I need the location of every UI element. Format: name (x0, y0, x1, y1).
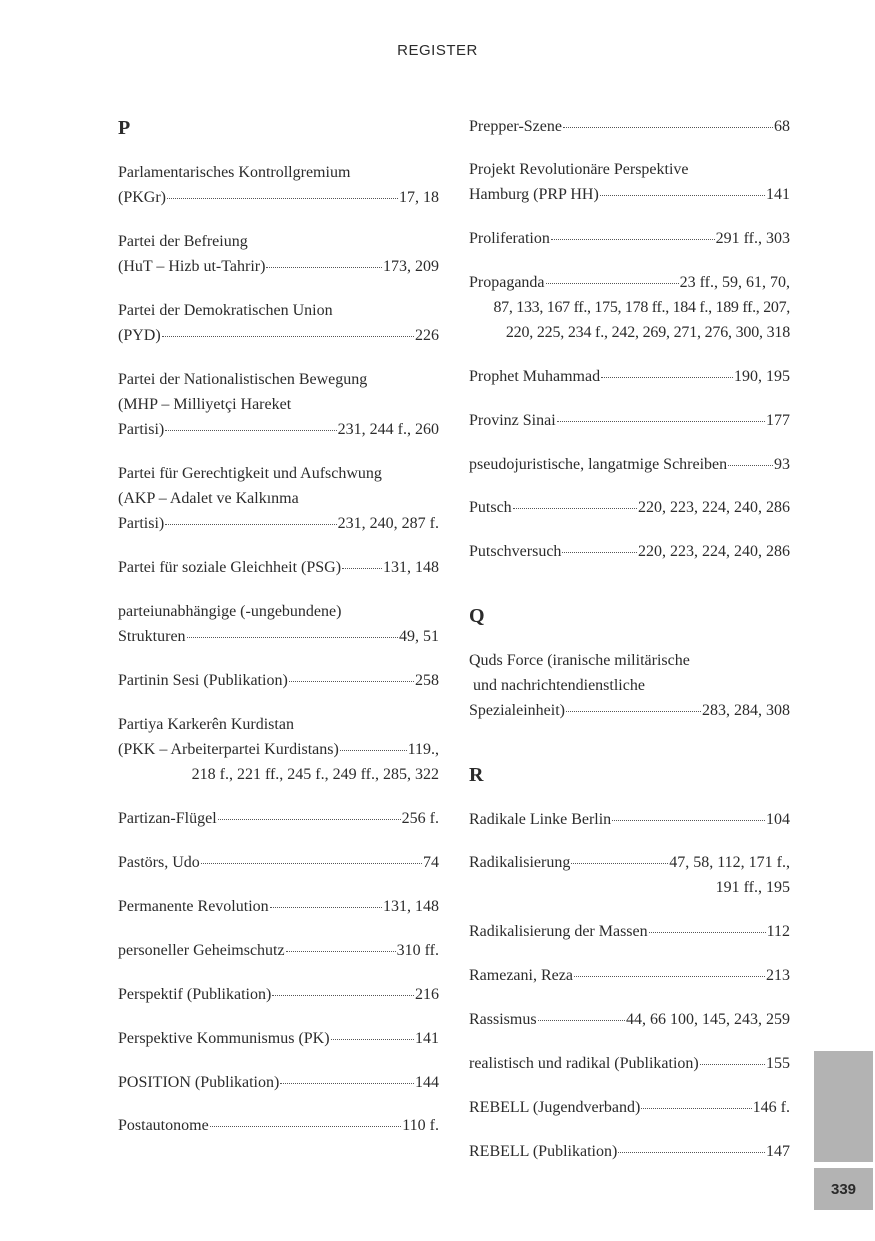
entry-term: Putsch (469, 499, 512, 516)
entry-term: Provinz Sinai (469, 412, 556, 429)
leader-dots (601, 377, 733, 378)
entry-line: Quds Force (iranische militärische (469, 652, 690, 669)
index-entry (469, 1139, 790, 1164)
entry-pages: 144 (415, 1074, 439, 1091)
entry-line: parteiunabhängige (-ungebundene) (118, 603, 342, 620)
index-entry (469, 919, 790, 944)
entry-line: Partei der Befreiung (118, 233, 248, 250)
index-entry (118, 298, 439, 348)
page-number: 339 (814, 1168, 873, 1210)
entry-pages: 146 f. (752, 1099, 790, 1116)
leader-dots (600, 195, 765, 196)
entry-pages: 23 ff., 59, 61, 70, (679, 274, 790, 291)
entry-pages: 231, 240, 287 f. (337, 515, 439, 532)
leader-dots (649, 932, 766, 933)
entry-term: Perspektif (Publikation) (118, 986, 272, 1003)
entry-pages: 141 (415, 1030, 439, 1047)
leader-dots (266, 267, 382, 268)
index-entry (469, 157, 790, 207)
leader-dots (618, 1152, 765, 1153)
index-entry (118, 229, 439, 279)
entry-term: Rassismus (469, 1011, 537, 1028)
entry-pages: 226 (415, 327, 439, 344)
entry-term: REBELL (Publikation) (469, 1143, 618, 1160)
entry-pages: 17, 18 (399, 189, 439, 206)
entry-term: Radikalisierung (469, 854, 571, 871)
entry-term: Spezialeinheit) (469, 702, 565, 719)
index-entry (118, 1026, 439, 1051)
index-entry (469, 648, 790, 723)
entry-pages: 74 (423, 854, 439, 871)
entry-line: Partei für Gerechtigkeit und Aufschwung (118, 465, 382, 482)
entry-term: Prophet Muhammad (469, 368, 601, 385)
index-entry (118, 668, 439, 693)
entry-term: Pastörs, Udo (118, 854, 200, 871)
index-entry (469, 114, 790, 139)
index-entry (469, 963, 790, 988)
leader-dots (551, 239, 715, 240)
index-entry (469, 408, 790, 433)
entry-line: Partiya Karkerên Kurdistan (118, 716, 294, 733)
leader-dots (538, 1020, 625, 1021)
entry-term: Radikale Linke Berlin (469, 811, 612, 828)
leader-dots (612, 820, 765, 821)
entry-pages: 177 (766, 412, 790, 429)
index-entry (469, 270, 790, 345)
entry-pages: 44, 66 100, 145, 243, 259 (626, 1011, 790, 1028)
index-entry (469, 850, 790, 900)
running-header: REGISTER (397, 42, 478, 59)
entry-line: Projekt Revolutionäre Perspektive (469, 161, 689, 178)
leader-dots (289, 681, 414, 682)
entry-line: (AKP – Adalet ve Kalkınma (118, 490, 299, 507)
entry-pages: 216 (415, 986, 439, 1003)
entry-term: pseudojuristische, langatmige Schreiben (469, 456, 728, 473)
entry-term: realistisch und radikal (Publikation) (469, 1055, 699, 1072)
index-entry (118, 982, 439, 1007)
index-entry (469, 364, 790, 389)
entry-term: Prepper-Szene (469, 118, 562, 135)
entry-term: Strukturen (118, 628, 186, 645)
leader-dots (280, 1083, 414, 1084)
entry-pages: 131, 148 (383, 559, 439, 576)
leader-dots (165, 430, 336, 431)
entry-continuation: 218 f., 221 ff., 245 f., 249 ff., 285, 322 (191, 766, 439, 783)
entry-line: Parlamentarisches Kontrollgremium (118, 164, 351, 181)
leader-dots (571, 863, 668, 864)
index-entry (118, 1113, 439, 1138)
leader-dots (162, 336, 414, 337)
entry-pages: 258 (415, 672, 439, 689)
leader-dots (201, 863, 422, 864)
index-entry (469, 807, 790, 832)
entry-pages: 190, 195 (734, 368, 790, 385)
leader-dots (342, 568, 382, 569)
entry-pages: 173, 209 (383, 258, 439, 275)
section-letter-r: R (469, 764, 484, 786)
leader-dots (218, 819, 401, 820)
entry-pages: 112 (766, 923, 790, 940)
entry-pages: 283, 284, 308 (702, 702, 790, 719)
index-entry (118, 712, 439, 787)
leader-dots (700, 1064, 765, 1065)
entry-pages: 220, 223, 224, 240, 286 (638, 543, 790, 560)
entry-pages: 220, 223, 224, 240, 286 (638, 499, 790, 516)
index-entry (118, 938, 439, 963)
entry-term: Hamburg (PRP HH) (469, 186, 599, 203)
index-entry (118, 806, 439, 831)
leader-dots (563, 127, 773, 128)
index-entry (469, 1051, 790, 1076)
section-letter-p: P (118, 117, 131, 139)
entry-pages: 155 (766, 1055, 790, 1072)
index-entry (469, 495, 790, 520)
entry-pages: 231, 244 f., 260 (337, 421, 439, 438)
index-entry (469, 452, 790, 477)
entry-pages: 141 (766, 186, 790, 203)
index-entry (118, 160, 439, 210)
leader-dots (272, 995, 414, 996)
entry-pages: 131, 148 (383, 898, 439, 915)
entry-term: personeller Geheimschutz (118, 942, 285, 959)
entry-term: Partisi) (118, 515, 165, 532)
entry-continuation: 87, 133, 167 ff., 175, 178 ff., 184 f., 189 ff., 207, (493, 299, 790, 316)
entry-term: Putschversuch (469, 543, 562, 560)
index-entry (118, 1070, 439, 1095)
index-entry (118, 850, 439, 875)
entry-pages: 104 (766, 811, 790, 828)
leader-dots (513, 508, 637, 509)
leader-dots (167, 198, 398, 199)
entry-term: Propaganda (469, 274, 545, 291)
entry-pages: 291 ff., 303 (715, 230, 790, 247)
leader-dots (641, 1108, 751, 1109)
entry-pages: 119., (407, 741, 439, 758)
entry-term: (HuT – Hizb ut-Tahrir) (118, 258, 266, 275)
leader-dots (165, 524, 336, 525)
thumb-index-tab (814, 1051, 873, 1162)
entry-term: Perspektive Kommunismus (PK) (118, 1030, 330, 1047)
entry-pages: 213 (766, 967, 790, 984)
leader-dots (187, 637, 398, 638)
leader-dots (331, 1039, 414, 1040)
entry-pages: 147 (766, 1143, 790, 1160)
leader-dots (557, 421, 765, 422)
leader-dots (546, 283, 679, 284)
entry-line: Partei der Nationalistischen Bewegung (118, 371, 368, 388)
entry-term: REBELL (Jugendverband) (469, 1099, 641, 1116)
index-entry (469, 1095, 790, 1120)
entry-term: Postautonome (118, 1117, 209, 1134)
section-letter-q: Q (469, 605, 485, 627)
index-entry (118, 367, 439, 442)
entry-pages: 47, 58, 112, 171 f., (669, 854, 790, 871)
index-entry (469, 539, 790, 564)
entry-term: Partei für soziale Gleichheit (PSG) (118, 559, 342, 576)
entry-term: Permanente Revolution (118, 898, 269, 915)
entry-pages: 68 (774, 118, 790, 135)
leader-dots (270, 907, 382, 908)
index-entry (118, 599, 439, 649)
entry-line: und nachrichtendienstliche (469, 677, 645, 694)
leader-dots (566, 711, 701, 712)
entry-pages: 256 f. (401, 810, 439, 827)
entry-term: (PKK – Arbeiterpartei Kurdistans) (118, 741, 339, 758)
entry-term: Proliferation (469, 230, 550, 247)
entry-pages: 110 f. (402, 1117, 439, 1134)
leader-dots (574, 976, 765, 977)
entry-continuation: 191 ff., 195 (715, 879, 790, 896)
entry-term: Partisi) (118, 421, 165, 438)
index-entry (469, 226, 790, 251)
entry-term: POSITION (Publikation) (118, 1074, 280, 1091)
entry-term: (PYD) (118, 327, 161, 344)
entry-continuation: 220, 225, 234 f., 242, 269, 271, 276, 300, 318 (505, 324, 790, 341)
entry-term: Partizan-Flügel (118, 810, 217, 827)
entry-term: Ramezani, Reza (469, 967, 573, 984)
leader-dots (728, 465, 773, 466)
index-entry (118, 555, 439, 580)
leader-dots (562, 552, 637, 553)
entry-pages: 310 ff. (396, 942, 439, 959)
index-entry (118, 461, 439, 536)
leader-dots (340, 750, 407, 751)
index-entry (469, 1007, 790, 1032)
leader-dots (286, 951, 396, 952)
entry-pages: 93 (774, 456, 790, 473)
entry-term: Radikalisierung der Massen (469, 923, 648, 940)
entry-term: (PKGr) (118, 189, 166, 206)
entry-line: Partei der Demokratischen Union (118, 302, 333, 319)
leader-dots (210, 1126, 402, 1127)
entry-line: (MHP – Milliyetçi Hareket (118, 396, 292, 413)
entry-term: Partinin Sesi (Publikation) (118, 672, 288, 689)
index-entry (118, 894, 439, 919)
entry-pages: 49, 51 (399, 628, 439, 645)
